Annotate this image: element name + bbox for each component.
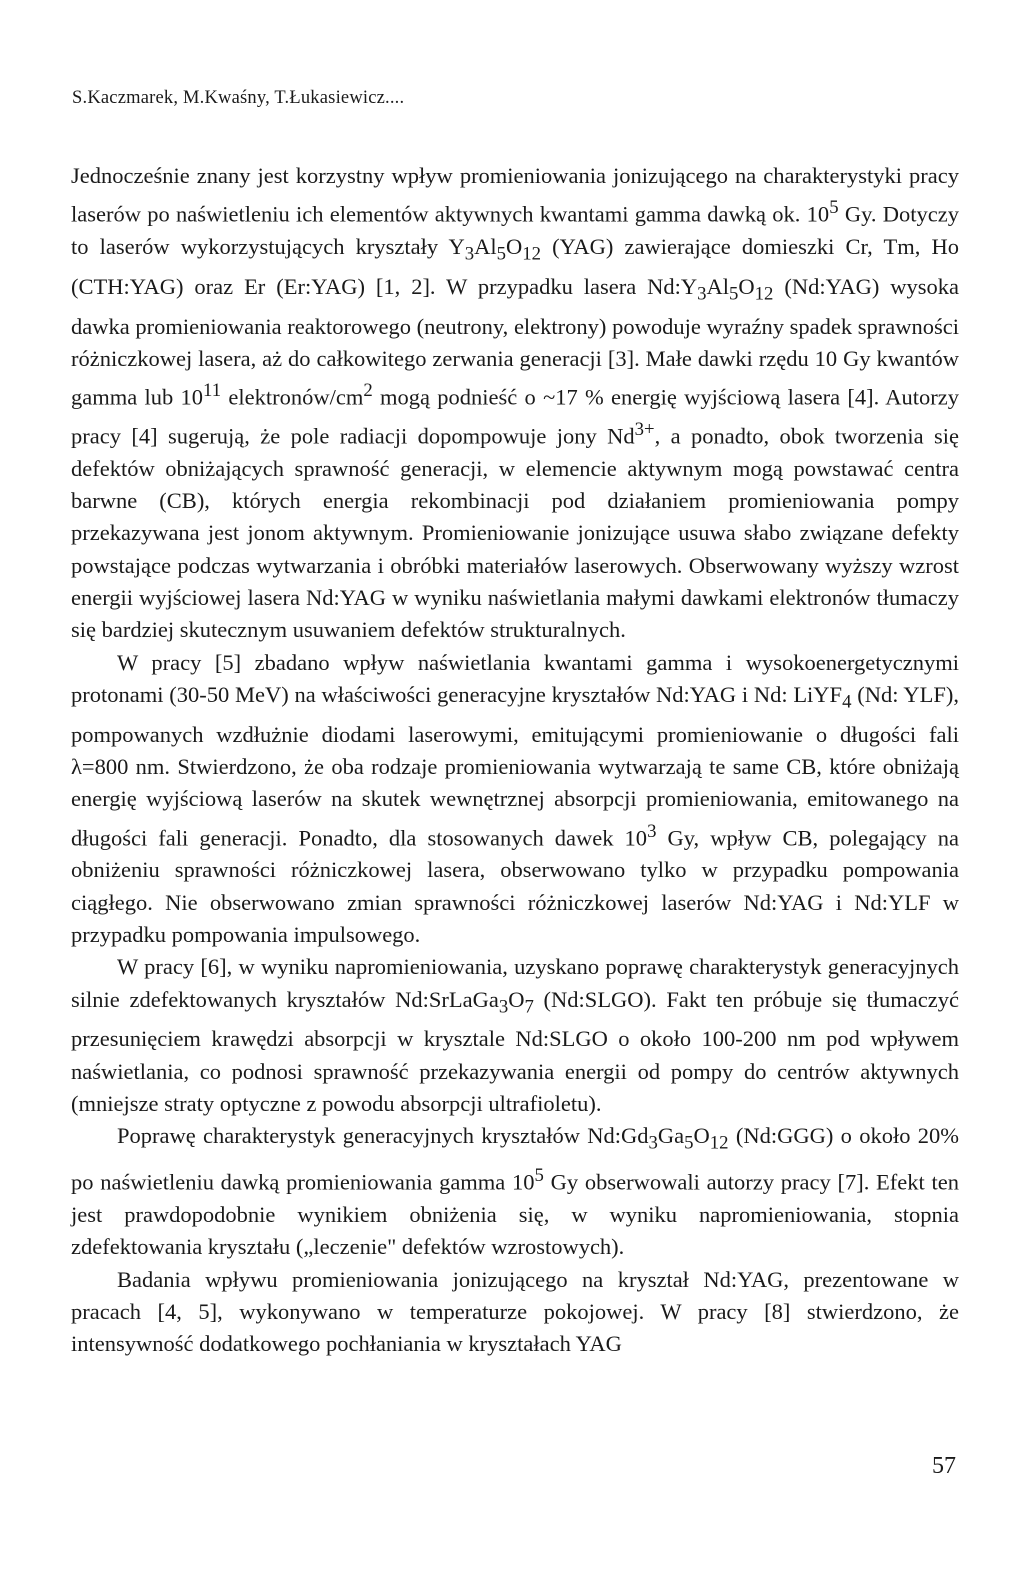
body-text [71, 160, 959, 1360]
paragraph-2: W pracy [5] zbadano wpływ naświetlania kwantami gamma i wysokoenergetycznymi protonami (30-50 MeV) na właściwości generacyjne kryształów Nd:YAG i Nd: LiYF$_4$ (Nd: YLF), pompowanych wzdłużnie diodami laserowymi, emitującymi promieniowanie o długości fali λ=800 nm. Stwierdzono, że oba rodzaje promieniowania wytwarzają te same CB, które obniżają energię wyjściową laserów na skutek wewnętrznej absorpcji promieniowania, emitowanego na długości fali generacji. Ponadto, dla stosowanych dawek $10^3$ Gy, wpływ CB, polegający na obniżeniu sprawności różniczkowej lasera, obserwowano tylko w przypadku pompowania ciągłego. Nie obserwowano zmian sprawności różniczkowej laserów Nd:YAG i Nd:YLF w przypadku pompowania impulsowego. [71, 649, 959, 948]
paragraph-4: Poprawę charakterystyk generacyjnych kryształów $Nd:Gd_3Ga_5O_{12}$ (Nd:GGG) o około 20% po naświetleniu dawką promieniowania gamma $10^5$ Gy obserwowali autorzy pracy [7]. Efekt ten jest prawdopodobnie wynikiem obniżenia się, w wyniku napromieniowania, stopnia zdefektowania kryształu („leczenie" defektów wzrostowych). [71, 1123, 959, 1260]
running-head: S.Kaczmarek, M.Kwaśny, T.Łukasiewicz.... [72, 88, 405, 108]
paragraph-1: Jednocześnie znany jest korzystny wpływ promieniowania jonizującego na charakterystyki pracy laserów po naświetleniu ich elementów aktywnych kwantami gamma dawką ok. $10^5$ Gy. Dotyczy to laserów wykorzystujących kryształy $Y_3Al_5O_{12}$ (YAG) zawierające domieszki Cr, Tm, Ho (CTH:YAG) oraz Er (Er:YAG) [1, 2]. W przypadku lasera $Nd:Y_3Al_5O_{12}$ (Nd:YAG) wysoka dawka promieniowania reaktorowego (neutrony, elektrony) powoduje wyraźny spadek sprawności różniczkowej lasera, aż do całkowitego zerwania generacji [3]. Małe dawki rzędu 10 Gy kwantów gamma lub $10^{11}$ elektronów/$cm^2$ mogą podnieść o ~17 % energię wyjściową lasera [4]. Autorzy pracy [4] sugerują, że pole radiacji dopompowuje jony $Nd^{3+}$, a ponadto, obok tworzenia się defektów obniżających sprawność generacji, w elemencie aktywnym mogą powstawać centra barwne (CB), których energia rekombinacji pod działaniem promieniowania pompy przekazywana jest jonom aktywnym. Promieniowanie jonizujące usuwa słabo związane defekty powstające podczas wytwarzania i obróbki materiałów laserowych. Obserwowany wyższy wzrost energii wyjściowej lasera Nd:YAG w wyniku naświetlania małymi dawkami elektronów tłumaczy się bardziej skutecznym usuwaniem defektów strukturalnych. [71, 163, 960, 643]
page-number: 57 [932, 1453, 956, 1479]
paragraph-3: W pracy [6], w wyniku napromieniowania, uzyskano poprawę charakterystyk generacyjnych silnie zdefektowanych kryształów $Nd:SrLaGa_3O_7$ (Nd:SLGO). Fakt ten próbuje się tłumaczyć przesunięciem krawędzi absorpcji w krysztale Nd:SLGO o około 100-200 nm pod wpływem naświetlania, co podnosi sprawność przekazywania energii od pompy do centrów aktywnych (mniejsze straty optyczne z powodu absorpcji ultrafioletu). [71, 954, 960, 1117]
paragraph-5: Badania wpływu promieniowania jonizującego na kryształ Nd:YAG, prezentowane w pracach [4, 5], wykonywano w temperaturze pokojowej. W pracy [8] stwierdzono, że intensywność dodatkowego pochłaniania w kryształach YAG [71, 1266, 959, 1357]
